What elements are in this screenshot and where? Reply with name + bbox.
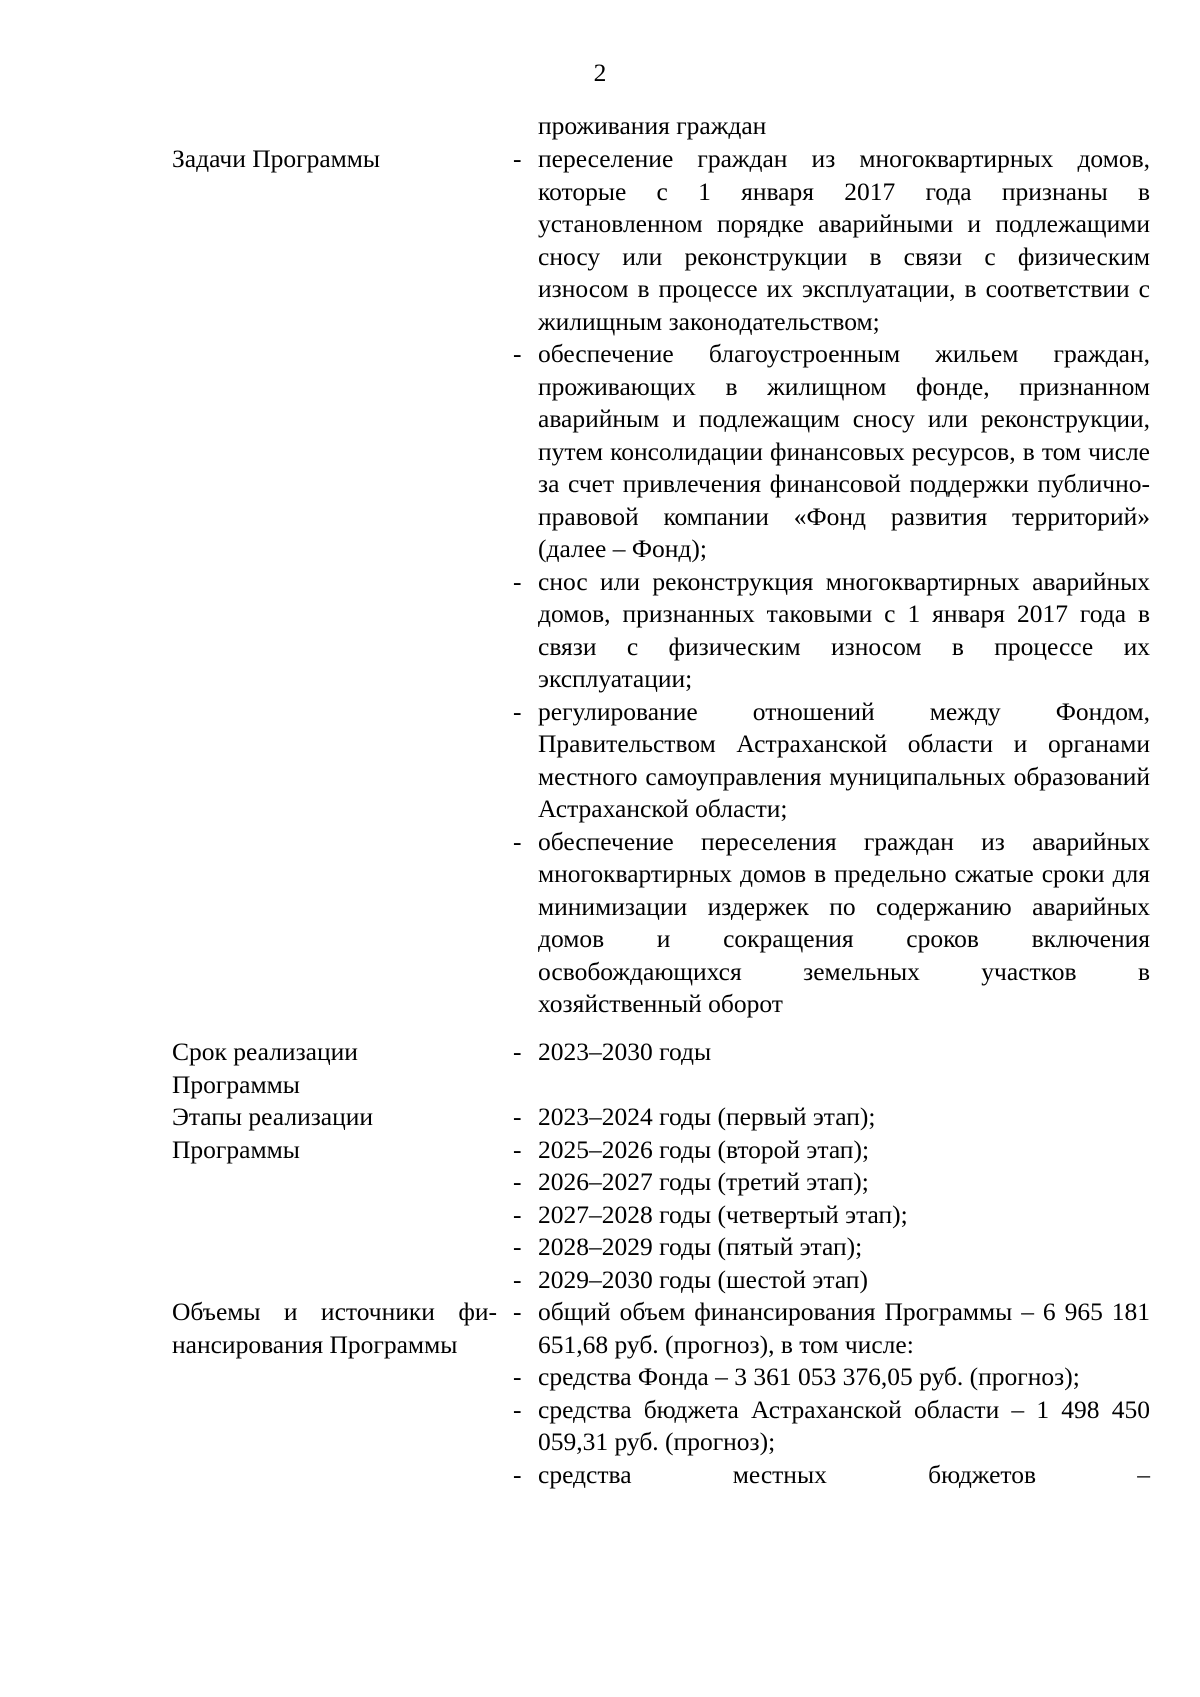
goal-continuation <box>513 110 1150 143</box>
financing-list <box>513 1296 1150 1491</box>
stages-label-line1: Этапы реализации <box>172 1102 374 1131</box>
dash-marker: - <box>513 1459 522 1489</box>
stage-item-text: 2023–2024 годы (первый этап); <box>538 1102 876 1131</box>
task-item-text: снос или реконструкция многоквартирных аварийных домов, признанных таковыми с 1 января 2017 года в связи с физическим износом в процессе их эксплуатации; <box>538 566 1150 693</box>
financing-label <box>172 1296 497 1361</box>
stage-item-text: 2025–2026 годы (второй этап); <box>538 1134 870 1164</box>
financing-item-text: средства местных бюджетов – <box>538 1459 1150 1489</box>
stage-item-text: 2026–2027 годы (третий этап); <box>538 1167 869 1196</box>
stages-label-line2: Программы <box>172 1134 300 1164</box>
list-item <box>513 1166 1150 1199</box>
task-item-text: обеспечение переселения граждан из аварийных многоквартирных домов в предельно сжатые сроки для минимизации издержек по содержанию аварийных домов и сокращения сроков включения освобождающихся земельных участков в хозяйственный оборот <box>538 826 1150 1018</box>
dash-marker: - <box>513 1167 522 1196</box>
stage-item-text: 2029–2030 годы (шестой этап) <box>538 1264 868 1294</box>
stages-label <box>172 1101 497 1166</box>
term-label-line2: Программы <box>172 1069 300 1099</box>
task-item-text: переселение граждан из многоквартирных домов, которые с 1 января 2017 года признаны в установленном порядке аварийными и подлежащими сносу или реконструкции в связи с физическим износом в процессе их эксплуатации, в соответствии с жилищным законодательством; <box>538 144 1150 336</box>
list-item <box>513 143 1150 338</box>
tasks-label: Задачи Программы <box>172 144 381 173</box>
task-item-text: регулирование отношений между Фондом, Правительством Астраханской области и органами местного самоуправления муниципальных образований Астраханской области; <box>538 696 1150 823</box>
list-item <box>513 1361 1150 1394</box>
stage-item-text: 2028–2029 годы (пятый этап); <box>538 1232 863 1261</box>
list-item <box>513 1036 1150 1069</box>
term-value-text: 2023–2030 годы <box>538 1037 712 1066</box>
page-number: 2 <box>593 58 607 87</box>
dash-marker: - <box>513 696 522 726</box>
continuation-text: проживания граждан <box>538 111 767 140</box>
dash-marker: - <box>513 826 522 856</box>
dash-marker: - <box>513 1199 522 1229</box>
list-item <box>513 1394 1150 1459</box>
tasks-list <box>513 143 1150 1021</box>
dash-marker: - <box>513 144 522 173</box>
dash-marker: - <box>513 1037 522 1066</box>
stage-item-text: 2027–2028 годы (четвертый этап); <box>538 1199 908 1229</box>
list-item <box>513 338 1150 566</box>
term-label-line1: Срок реализации <box>172 1037 358 1066</box>
financing-item-text: общий объем финансирования Программы – 6 965 181 651,68 руб. (прогноз), в том числе: <box>538 1297 1150 1359</box>
list-item <box>513 1459 1150 1492</box>
financing-label-line1: Объемы и источники фи- <box>172 1297 497 1326</box>
list-item <box>513 826 1150 1021</box>
dash-marker: - <box>513 566 522 596</box>
financing-label-line2: нансирования Программы <box>172 1329 458 1359</box>
list-item <box>513 1199 1150 1232</box>
list-item <box>513 566 1150 696</box>
list-item <box>513 1101 1150 1134</box>
dash-marker: - <box>513 1232 522 1261</box>
task-item-text: обеспечение благоустроенным жильем граждан, проживающих в жилищном фонде, признанном аварийным и подлежащим сносу или реконструкции, путем консолидации финансовых ресурсов, в том числе за счет привлечения финансовой поддержки публично-правовой компании «Фонд развития территорий» (далее – Фонд); <box>538 339 1150 563</box>
list-item <box>513 1264 1150 1297</box>
list-item <box>513 1296 1150 1361</box>
dash-marker: - <box>513 1102 522 1131</box>
dash-marker: - <box>513 1394 522 1424</box>
financing-item-text: средства Фонда – 3 361 053 376,05 руб. (прогноз); <box>538 1362 1080 1391</box>
dash-marker: - <box>513 339 522 368</box>
list-item <box>513 696 1150 826</box>
financing-item-text: средства бюджета Астраханской области – 1 498 450 059,31 руб. (прогноз); <box>538 1394 1150 1456</box>
list-item <box>513 1134 1150 1167</box>
list-item <box>513 1231 1150 1264</box>
dash-marker: - <box>513 1134 522 1164</box>
term-value <box>513 1036 1150 1069</box>
term-label <box>172 1036 497 1101</box>
stages-list <box>513 1101 1150 1296</box>
dash-marker: - <box>513 1297 522 1326</box>
dash-marker: - <box>513 1264 522 1294</box>
dash-marker: - <box>513 1362 522 1391</box>
